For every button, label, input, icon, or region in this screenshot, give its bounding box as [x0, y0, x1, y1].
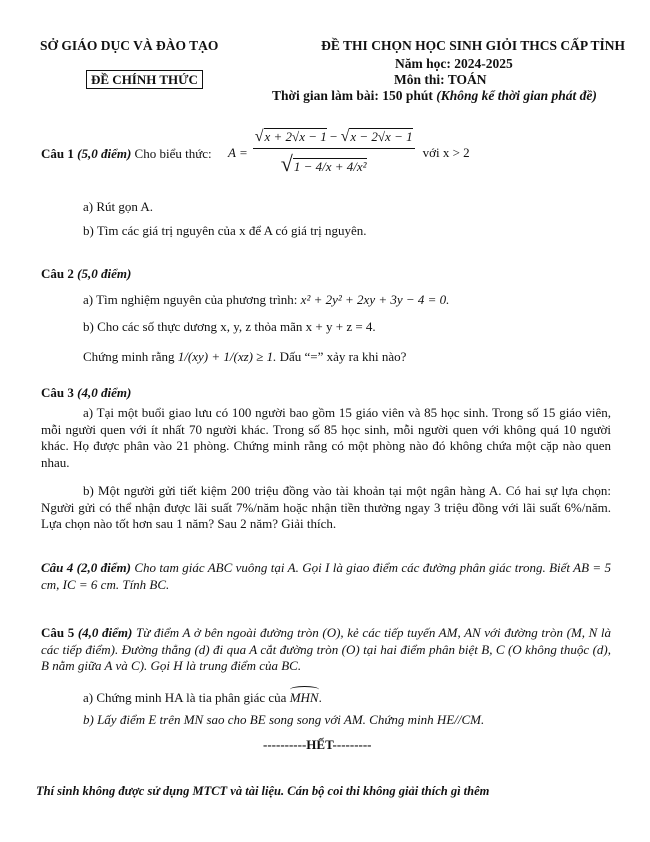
- q1-numerator: √x + 2√x − 1 − √x − 2√x − 1: [253, 128, 415, 149]
- q2-part-a-text: a) Tìm nghiệm nguyên của phương trình:: [83, 292, 298, 307]
- q1-intro: Cho biểu thức:: [134, 146, 212, 161]
- q1-main-fraction: [253, 128, 415, 177]
- q5-text: Từ điểm A ở bên ngoài đường tròn (O), kẻ các tiếp tuyến AM, AN với đường tròn (M, N là các tiếp điểm). Đường thẳng (d) đi qua A cắt đường tròn (O) tại hai điểm phân biệt B, C (O không thuộc (d), B nằm giữa A và C). Gọi H là trung điểm của BC.: [41, 625, 612, 673]
- q4-text: Cho tam giác ABC vuông tại A. Gọi I là giao điểm các đường phân giác trong. Biết AB = 5 cm, IC = 6 cm. Tính BC.: [41, 560, 612, 592]
- time-note: (Không kể thời gian phát đề): [436, 88, 597, 103]
- q1-den-term: 1 − 4/x + 4/x²: [293, 159, 367, 174]
- exam-header: [270, 38, 625, 103]
- q5-angle: MHN: [290, 686, 319, 706]
- q5-part-a-text: a) Chứng minh HA là tia phân giác của: [83, 690, 287, 705]
- q1-part-b: b) Tìm các giá trị nguyên của x để A có giá trị nguyên.: [83, 223, 367, 238]
- q3-part-b: b) Một người gửi tiết kiệm 200 triệu đồng vào tài khoản tại một ngân hàng A. Có hai sự lựa chọn: Người gửi có thể nhận được lãi suất 7%/năm hoặc nhận tiền thưởng ngay 3 triệu đồng với lãi suất 6%/năm. Lựa chọn nào tốt hơn sau 1 năm? Sau 2 năm? Giải thích.: [41, 483, 611, 531]
- q1-num-term1: x + 2√x − 1: [264, 129, 327, 144]
- q1-num-term2: x − 2√x − 1: [350, 129, 413, 144]
- q1-line: [41, 145, 212, 162]
- q2-line: [41, 265, 131, 282]
- q1-expression: [228, 128, 470, 177]
- footer-note: Thí sinh không được sử dụng MTCT và tài liệu. Cán bộ coi thi không giải thích gì thêm: [36, 784, 490, 798]
- q3-part-a: a) Tại một buổi giao lưu có 100 người bao gồm 15 giáo viên và 85 học sinh. Trong số 15 giáo viên, mỗi người quen với ít nhất 70 người khác. Trong số 85 học sinh, mỗi người quen với không quá 10 người khác. Họ được phân vào 21 phòng. Chứng minh rằng có một phòng nào đó không chứa một cặp nào quen nhau.: [41, 405, 611, 470]
- q3-label: Câu 3: [41, 385, 74, 400]
- q2-equation: x² + 2y² + 2xy + 3y − 4 = 0.: [300, 292, 450, 307]
- q4-points: (2,0 điểm): [76, 560, 131, 575]
- q2-prove-text: Chứng minh rằng: [83, 349, 175, 364]
- time-label: Thời gian làm bài: 150 phút: [272, 88, 433, 103]
- q3-line: [41, 384, 131, 401]
- sqrt-icon: √: [280, 151, 293, 176]
- q2-prove-expr: 1/(xy) + 1/(xz) ≥ 1.: [177, 349, 277, 364]
- time-line: [272, 88, 597, 104]
- department-name: SỞ GIÁO DỤC VÀ ĐÀO TẠO: [40, 38, 219, 53]
- q5-part-a: a) Chứng minh HA là tia phân giác của MHN.: [83, 686, 322, 706]
- q1-expr-lhs: A =: [228, 144, 248, 160]
- q5-part-b: b) Lấy điểm E trên MN sao cho BE song song với AM. Chứng minh HE//CM.: [83, 712, 485, 727]
- q2-prove-tail: Dấu “=” xảy ra khi nào?: [279, 349, 407, 364]
- subject: Môn thi: TOÁN: [394, 72, 487, 87]
- q5-points: (4,0 điểm): [77, 625, 133, 640]
- official-label: ĐỀ CHÍNH THỨC: [86, 70, 203, 89]
- school-year: Năm học: 2024-2025: [395, 56, 513, 71]
- q2-points: (5,0 điểm): [77, 266, 132, 281]
- q5-label: Câu 5: [41, 625, 75, 640]
- sqrt-icon: √: [340, 128, 350, 145]
- q2-prove: [83, 348, 406, 365]
- q2-label: Câu 2: [41, 266, 74, 281]
- q4-label: Câu 4: [41, 560, 74, 575]
- q1-denominator: [253, 149, 415, 177]
- q2-part-b: b) Cho các số thực dương x, y, z thỏa mãn x + y + z = 4.: [83, 319, 376, 334]
- q3-points: (4,0 điểm): [77, 385, 132, 400]
- q5-block: [41, 625, 611, 675]
- q1-label: Câu 1: [41, 146, 74, 161]
- q1-part-a: a) Rút gọn A.: [83, 199, 154, 214]
- exam-title: ĐỀ THI CHỌN HỌC SINH GIỎI THCS CẤP TỈNH: [321, 38, 625, 53]
- q2-part-a: [83, 291, 449, 308]
- sqrt-icon: √: [254, 128, 264, 145]
- q1-condition: với x > 2: [422, 144, 470, 160]
- end-mark: ----------HẾT---------: [263, 737, 372, 752]
- q1-points: (5,0 điểm): [77, 146, 132, 161]
- q4-block: [41, 560, 611, 593]
